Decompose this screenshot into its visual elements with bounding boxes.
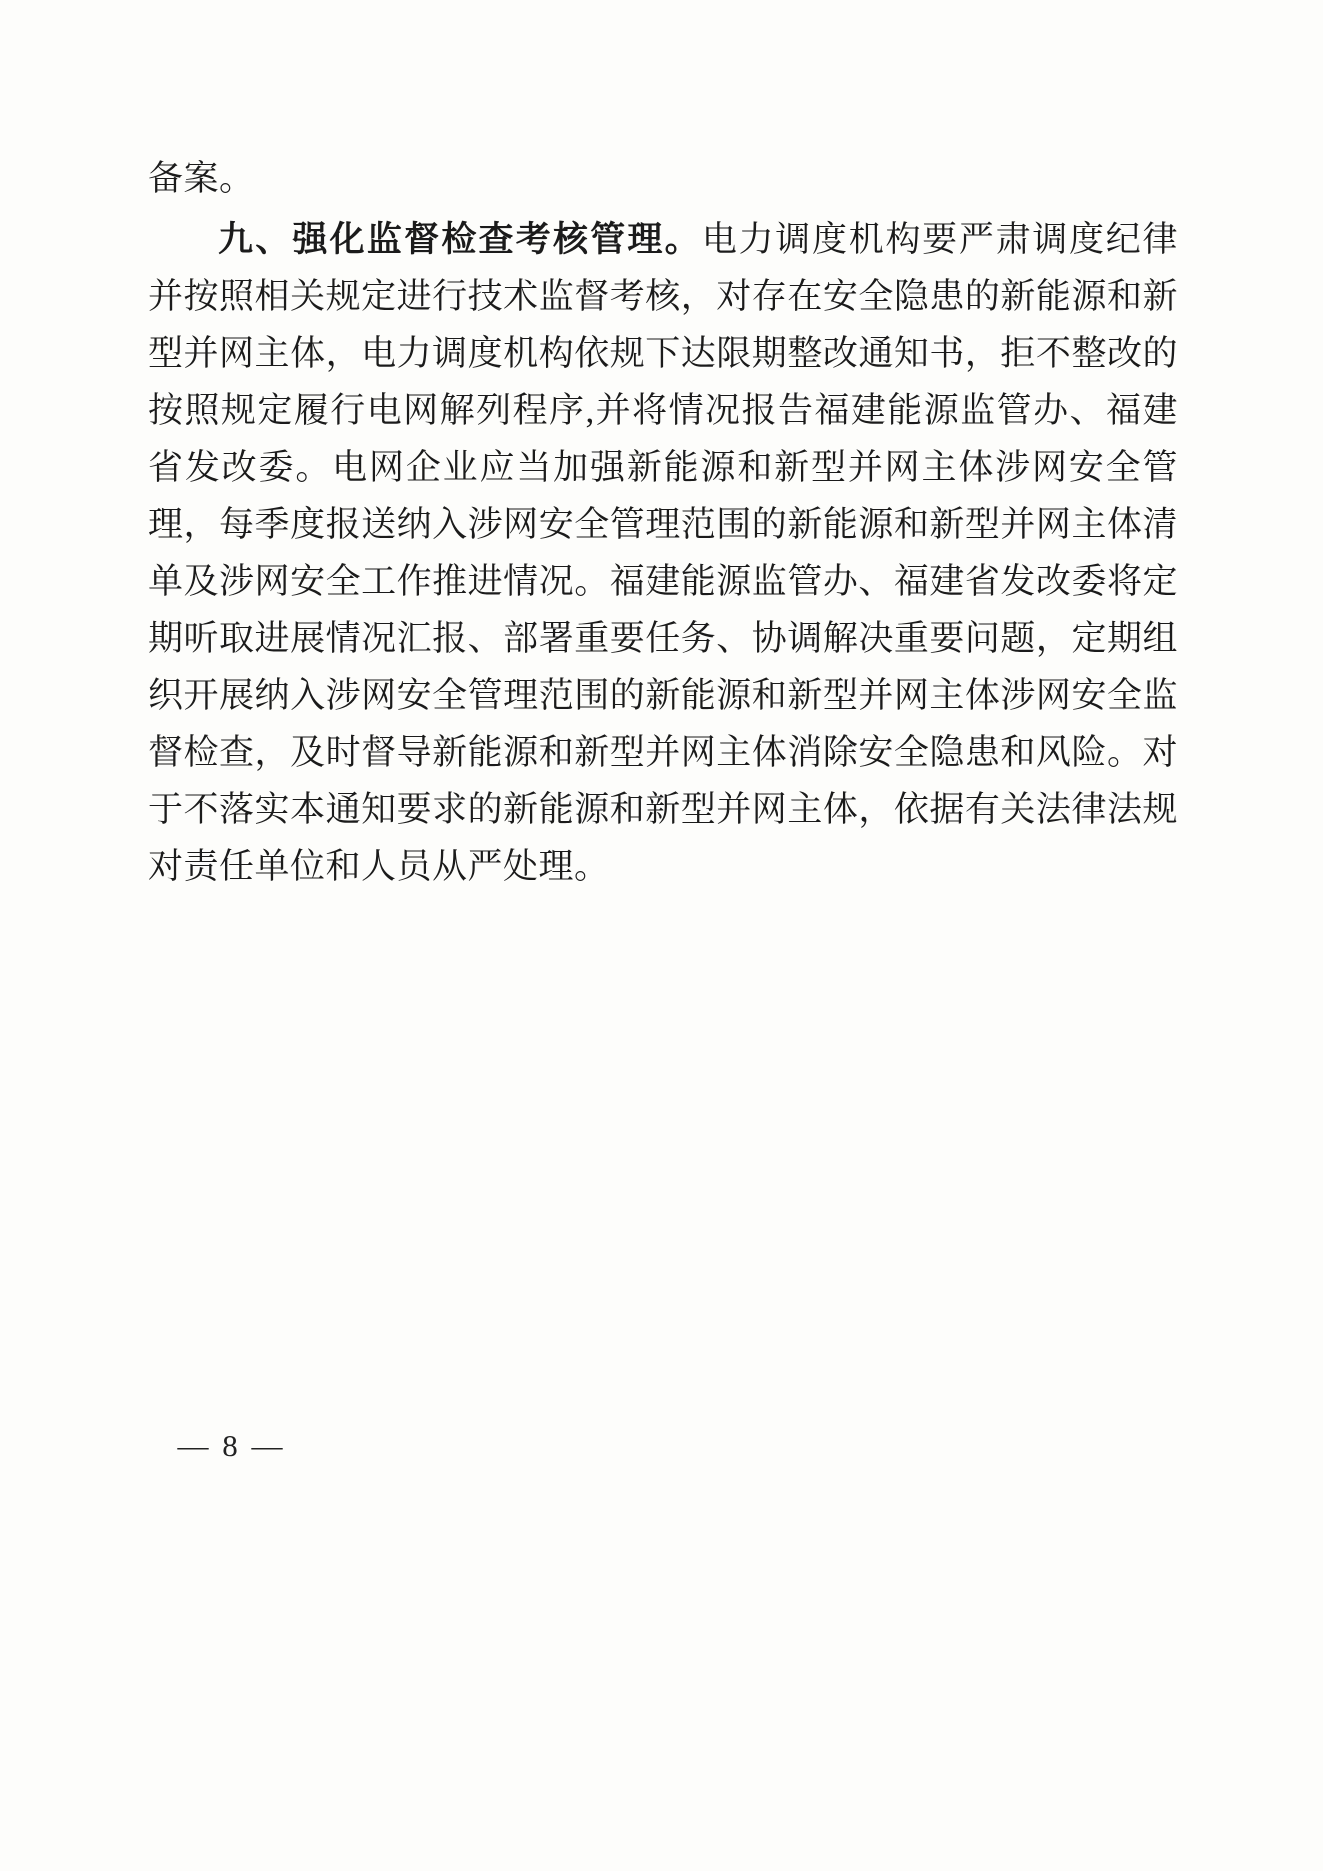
section-body-nine: 电力调度机构要严肃调度纪律并按照相关规定进行技术监督考核，对存在安全隐患的新能源和新型并网主体，电力调度机构依规下达限期整改通知书，拒不整改的按照规定履行电网解列程序,并将情况报告福建能源监管办、福建省发改委。电网企业应当加强新能源和新型并网主体涉网安全管理，每季度报送纳入涉网安全管理范围的新能源和新型并网主体清单及涉网安全工作推进情况。福建能源监管办、福建省发改委将定期听取进展情况汇报、部署重要任务、协调解决重要问题，定期组织开展纳入涉网安全管理范围的新能源和新型并网主体涉网安全监督检查，及时督导新能源和新型并网主体消除安全隐患和风险。对于不落实本通知要求的新能源和新型并网主体，依据有关法律法规对责任单位和人员从严处理。: [148, 220, 1178, 886]
paragraph-section-nine: [148, 211, 1178, 895]
page-footer: [0, 1428, 1323, 1464]
section-heading-nine: 九、强化监督检查考核管理。: [218, 220, 702, 259]
document-body: [148, 150, 1178, 895]
paragraph-carryover: 备案。: [148, 159, 255, 198]
page-number: — 8 —: [177, 1428, 286, 1463]
